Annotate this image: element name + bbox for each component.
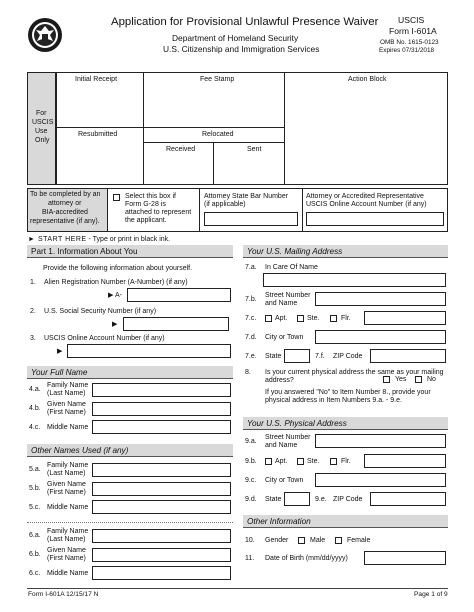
sent-label: Sent [247,146,262,153]
uscis-use-only-block [27,72,448,185]
row-label: Given Name [47,547,86,554]
part1-intro: Provide the following information about yourself. [43,265,193,272]
dob-input[interactable] [364,551,446,565]
q1-label: Alien Registration Number (A-Number) (if any) [44,279,188,286]
yes-checkbox[interactable] [383,376,390,383]
start-here-rest: - Type or print in black ink. [86,236,171,243]
department-name: Department of Homeland Security [172,33,299,43]
other-names-title: Other Names Used (if any) [31,446,129,455]
other-middle-name-input[interactable] [92,500,231,514]
row-sublabel: (Last Name) [47,390,86,397]
q9e-number: 9.e. [315,496,327,503]
mailing-street-input[interactable] [315,292,446,306]
other-family-name-input[interactable] [92,463,231,477]
q9d-number: 9.d. [245,496,257,503]
q2-number: 2. [30,308,36,315]
side-label-line: Use [35,128,48,135]
footer-page-number: Page 1 of 9 [414,591,448,598]
street-sublabel: and Name [265,300,298,307]
other-names-header [27,444,233,457]
row-number: 5.b. [29,485,41,492]
q7d-number: 7.d. [245,334,257,341]
no-checkbox[interactable] [415,376,422,383]
divider [143,73,144,127]
mailing-zip-input[interactable] [370,349,446,363]
relocated-label: Relocated [202,131,234,138]
q8-number: 8. [245,369,251,376]
attorney-label-line: BIA-accredited [42,209,88,216]
given-name-input[interactable] [92,402,231,416]
in-care-of-label: In Care Of Name [265,264,318,271]
initial-receipt-label: Initial Receipt [75,76,118,83]
attorney-label-line: To be completed by an [30,191,101,198]
start-here-bold: START HERE [38,236,87,243]
other-given-name-input[interactable] [92,482,231,496]
row-sublabel: (Last Name) [47,536,86,543]
street-label: Street Number [265,434,311,441]
side-label-line: Only [35,137,50,144]
flr-label: Flr. [341,458,351,465]
resubmitted-label: Resubmitted [78,131,118,138]
q7a-number: 7.a. [245,264,257,271]
g28-label-line: attached to represent [125,209,192,216]
state-label: State [265,496,282,503]
uscis-label: USCIS [398,15,425,25]
uscis-account-input[interactable] [67,344,231,358]
row-label: Family Name [47,462,89,469]
q7e-number: 7.e. [245,353,257,360]
flr-label: Flr. [341,315,351,322]
row-number: 4.a. [29,386,41,393]
family-name-input[interactable] [92,383,231,397]
q10-number: 10. [245,537,255,544]
other-family-name-2-input[interactable] [92,529,231,543]
physical-unit-input[interactable] [364,454,446,468]
g28-label-line: the applicant. [125,217,167,224]
row-number: 6.c. [29,570,41,577]
g28-label-line: Form G-28 is [125,201,166,208]
q7b-number: 7.b. [245,296,257,303]
in-care-of-input[interactable] [263,273,446,287]
phys-apt-checkbox[interactable] [265,458,272,465]
row-sublabel: (First Name) [47,555,86,562]
mailing-city-input[interactable] [315,330,446,344]
q1-number: 1. [30,279,36,286]
row-sublabel: (First Name) [47,489,86,496]
attorney-account-label: Attorney or Accredited Representative [306,193,424,200]
row-number: 4.c. [29,424,41,431]
side-label-line: USCIS [32,119,54,126]
city-label: City or Town [265,477,304,484]
q11-number: 11. [245,555,255,562]
ste-label: Ste. [307,315,320,322]
footer-rule [27,588,448,589]
physical-address-title: Your U.S. Physical Address [247,419,347,428]
apt-label: Apt. [275,315,288,322]
q8-note-cont: physical address in Item Numbers 9.a. - 9.e. [265,397,402,404]
state-label: State [265,353,282,360]
form-title: Application for Provisional Unlawful Presence Waiver [111,16,379,28]
bar-number-sublabel: (if applicable) [204,201,246,208]
physical-address-header [243,417,448,430]
a-number-input[interactable] [127,288,231,302]
other-given-name-2-input[interactable] [92,548,231,562]
action-block-label: Action Block [348,76,387,83]
divider [199,189,200,231]
row-label: Middle Name [47,424,89,431]
part1-title: Part 1. Information About You [31,247,138,256]
phys-ste-checkbox[interactable] [297,458,304,465]
row-label: Family Name [47,382,89,389]
dhs-seal [27,17,63,53]
female-label: Female [347,537,371,544]
part1-header [27,245,233,258]
omb-number: OMB No. 1615-0123 [380,39,439,46]
mailing-address-header [243,245,448,258]
row-label: Given Name [47,401,86,408]
q7f-number: 7.f. [315,353,325,360]
divider [143,127,144,184]
mailing-unit-input[interactable] [364,311,446,325]
section-divider [27,522,233,523]
phys-flr-checkbox[interactable] [330,458,337,465]
yes-label: Yes [395,376,407,383]
g28-label-line: Select this box if [125,193,176,200]
row-label: Given Name [47,481,86,488]
row-number: 5.a. [29,466,41,473]
no-label: No [427,376,436,383]
q3-label: USCIS Online Account Number (if any) [44,335,165,342]
ssn-input[interactable] [123,317,229,331]
physical-zip-input[interactable] [370,492,446,506]
q9b-number: 9.b. [245,458,257,465]
dob-label: Date of Birth (mm/dd/yyyy) [265,555,348,562]
bar-number-input[interactable] [204,212,298,226]
a-number-prefix: ▶ A- [108,292,122,299]
q8-note: If you answered "No" to Item Number 8., provide your [265,389,431,396]
fee-stamp-label: Fee Stamp [200,76,235,83]
row-label: Middle Name [47,504,89,511]
form-number: Form I-601A [389,26,437,36]
attorney-account-sublabel: USCIS Online Account Number (if any) [306,201,427,208]
mailing-address-title: Your U.S. Mailing Address [247,247,343,256]
bar-number-label: Attorney State Bar Number [204,193,289,200]
attorney-label-line: attorney or [48,200,82,207]
row-label: Middle Name [47,570,89,577]
row-number: 5.c. [29,504,41,511]
city-label: City or Town [265,334,304,341]
zip-label: ZIP Code [333,353,363,360]
divider [284,73,285,184]
attorney-account-input[interactable] [306,212,444,226]
side-label-line: For [36,110,47,117]
physical-city-input[interactable] [315,473,446,487]
row-number: 6.a. [29,532,41,539]
footer-form-edition: Form I-601A 12/15/17 N [28,591,99,598]
female-checkbox[interactable] [335,537,342,544]
apt-label: Apt. [275,458,288,465]
row-sublabel: (Last Name) [47,470,86,477]
ssn-arrow: ▶ [112,321,118,328]
agency-name: U.S. Citizenship and Immigration Services [163,44,320,54]
q7c-number: 7.c. [245,315,257,322]
gender-label: Gender [265,537,289,544]
other-info-header [243,515,448,528]
row-sublabel: (First Name) [47,409,86,416]
account-arrow: ▶ [57,348,63,355]
mailing-state-select[interactable] [284,349,310,363]
physical-street-input[interactable] [315,434,446,448]
male-label: Male [310,537,326,544]
full-name-header [27,366,233,379]
divider [56,127,284,128]
q8-label: Is your current physical address the same as your mailing [265,369,444,376]
ste-checkbox[interactable] [297,315,304,322]
middle-name-input[interactable] [92,420,231,434]
row-number: 4.b. [29,405,41,412]
start-here-arrow: ► [28,236,35,243]
physical-state-select[interactable] [284,492,310,506]
other-middle-name-2-input[interactable] [92,566,231,580]
q3-number: 3. [30,335,36,342]
flr-checkbox[interactable] [330,315,337,322]
divider [56,73,57,184]
q8-label-cont: address? [265,377,294,384]
apt-checkbox[interactable] [265,315,272,322]
q2-label: U.S. Social Security Number (if any) [44,308,157,315]
other-info-title: Other Information [247,517,311,526]
q9c-number: 9.c. [245,477,257,484]
q9a-number: 9.a. [245,438,257,445]
zip-label: ZIP Code [333,496,363,503]
street-label: Street Number [265,292,311,299]
row-label: Family Name [47,528,89,535]
g28-checkbox[interactable] [113,194,120,201]
start-here-line [38,236,170,244]
full-name-title: Your Full Name [31,368,88,377]
divider [302,189,303,231]
male-checkbox[interactable] [298,537,305,544]
received-label: Received [166,146,196,153]
street-sublabel: and Name [265,442,298,449]
expiration-date: Expires 07/31/2018 [379,47,435,54]
ste-label: Ste. [307,458,320,465]
row-number: 6.b. [29,551,41,558]
attorney-label-line: representative (if any). [30,218,100,225]
divider [213,142,214,184]
